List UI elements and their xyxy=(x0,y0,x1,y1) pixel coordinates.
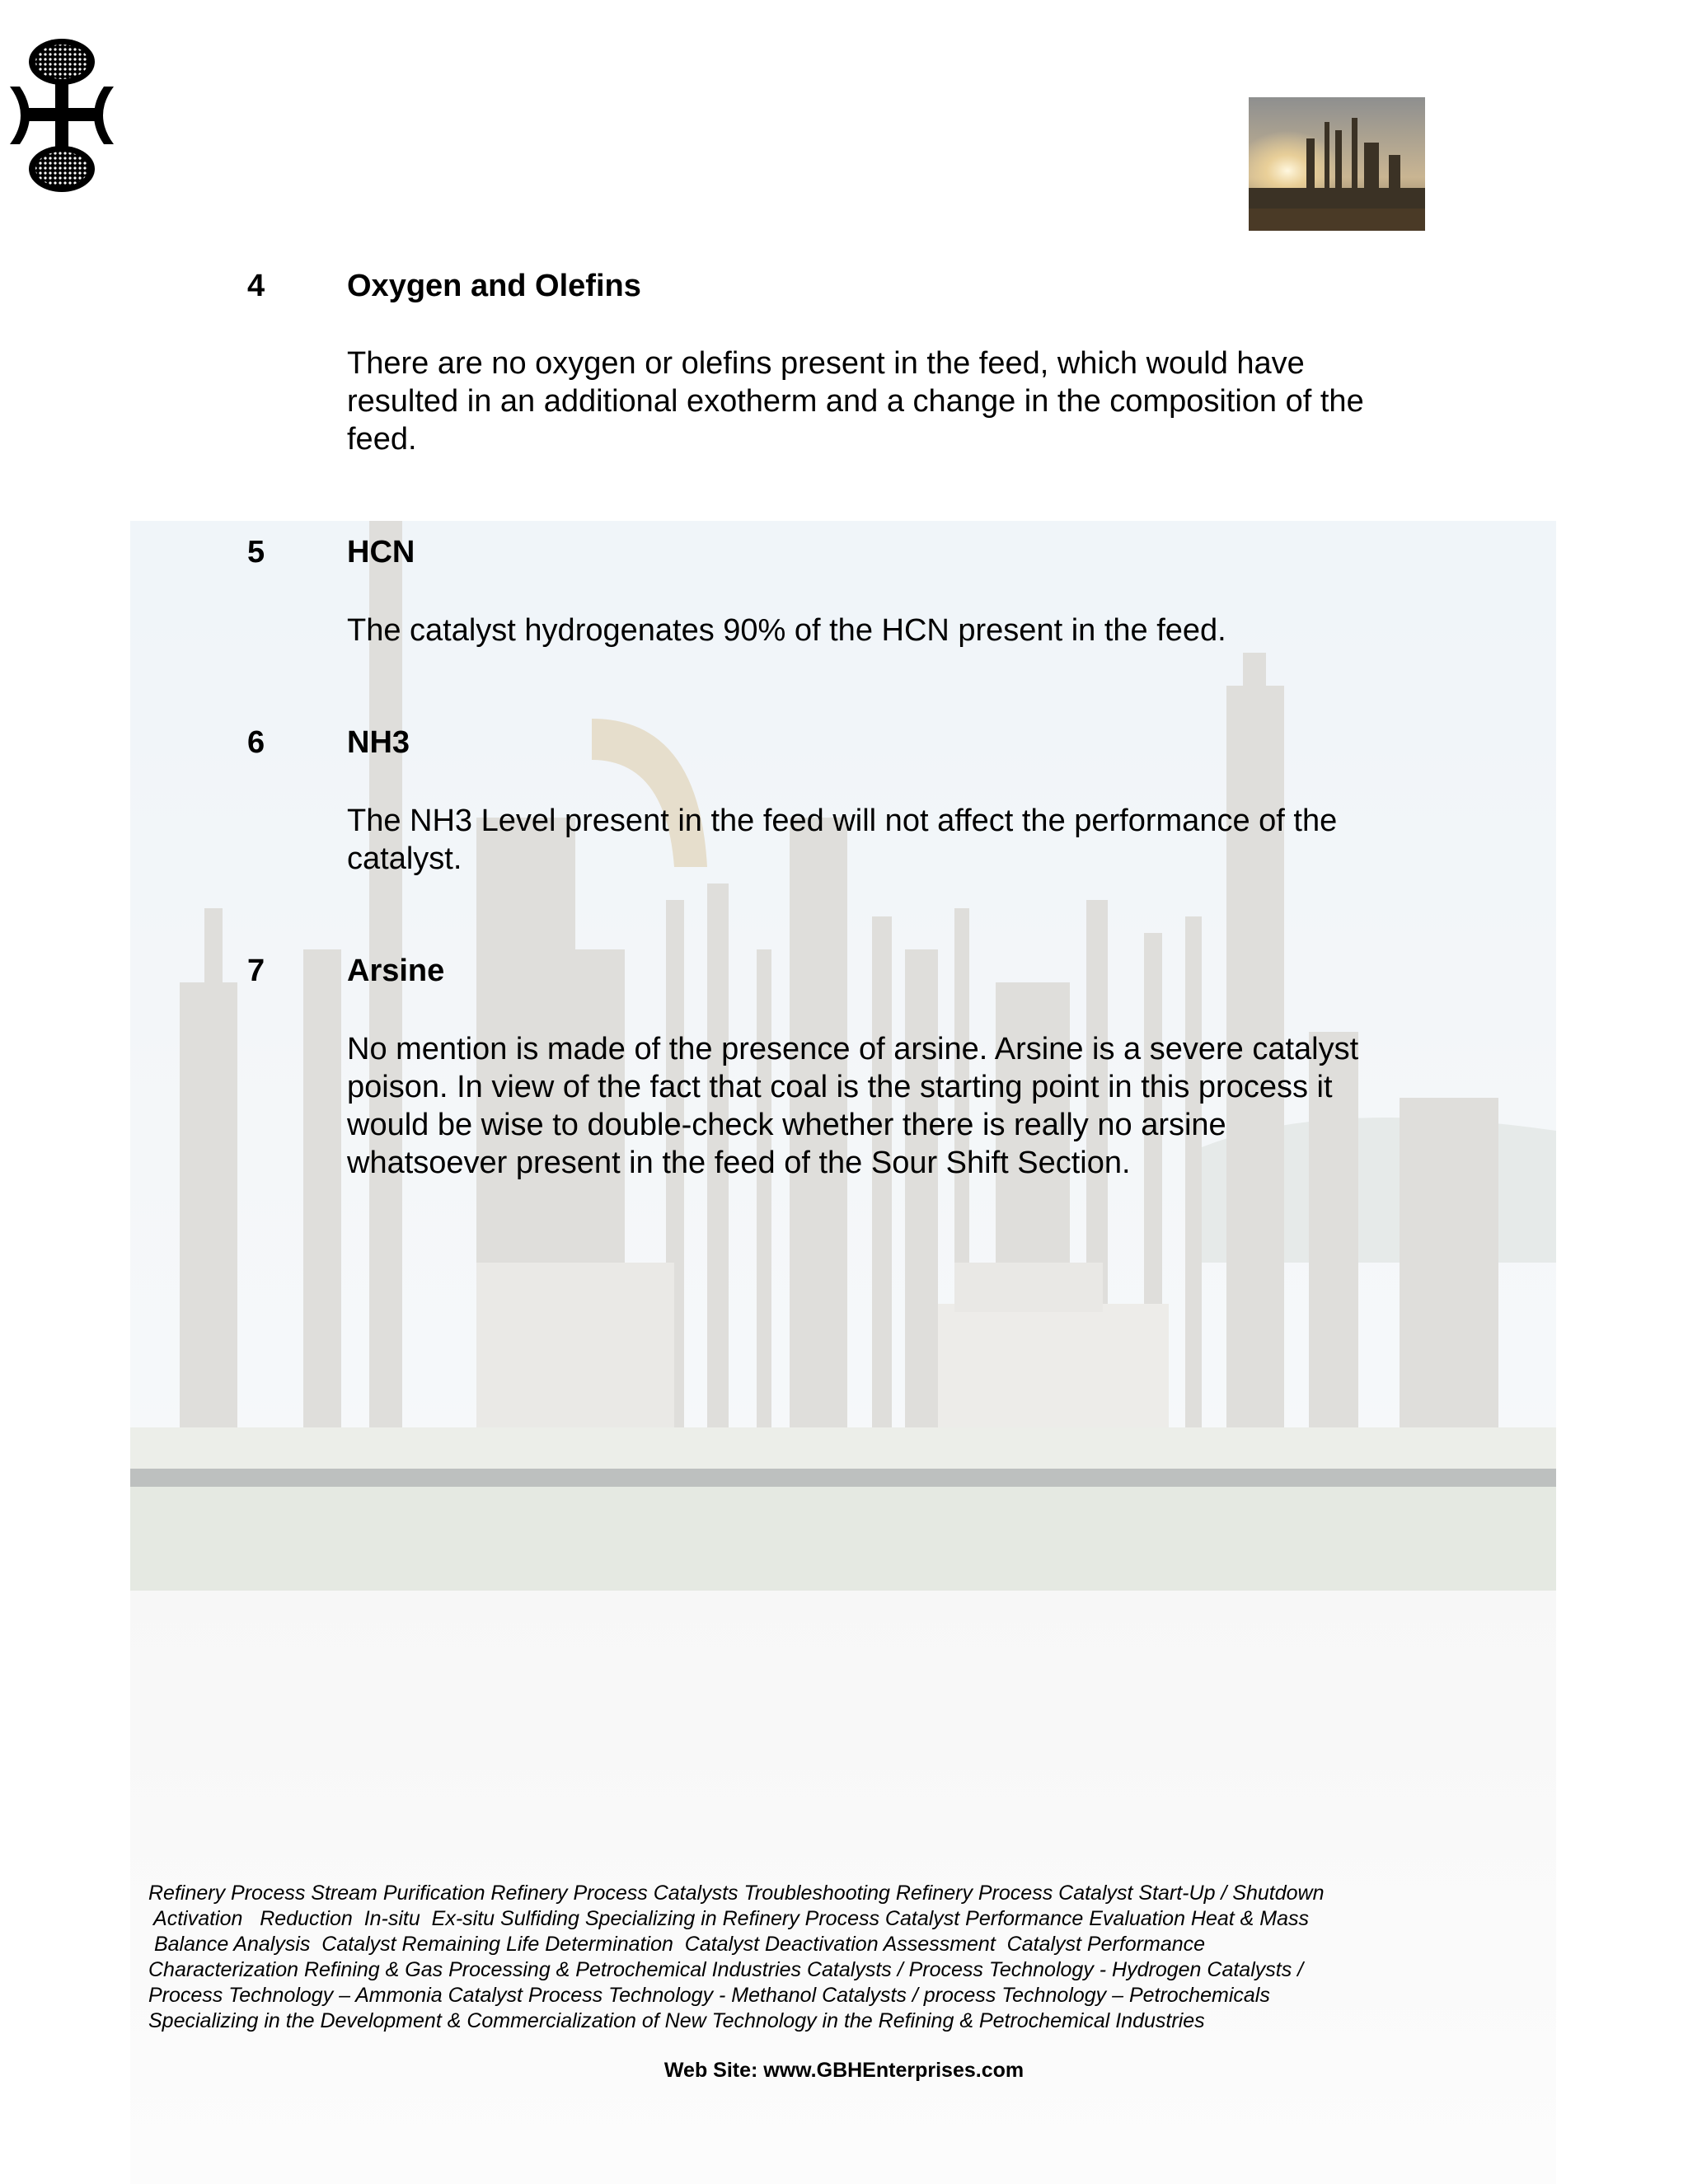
section-body xyxy=(347,612,1451,649)
footer-line: Characterization Refining & Gas Processing & Petrochemical Industries Catalysts / Process Technology - Hydrogen Catalysts / xyxy=(148,1958,1304,1981)
section-number: 4 xyxy=(247,269,265,303)
footer-line: Activation Reduction In-situ Ex-situ Sulfiding Specializing in Refinery Process Catalyst Performance Evaluation Heat & Mass xyxy=(148,1907,1310,1930)
body-line: catalyst. xyxy=(347,841,462,876)
footer-line: Refinery Process Stream Purification Refinery Process Catalysts Troubleshooting Refinery Process Catalyst Start-Up / Shutdown xyxy=(148,1882,1325,1905)
body-line: whatsoever present in the feed of the Sour Shift Section. xyxy=(347,1146,1131,1180)
section-title: Oxygen and Olefins xyxy=(347,269,641,303)
section-title: NH3 xyxy=(347,725,410,760)
body-line: poison. In view of the fact that coal is the starting point in this process it xyxy=(347,1070,1333,1104)
refinery-sunset-photo xyxy=(1249,97,1425,231)
section-number: 6 xyxy=(247,725,265,760)
footer-line: Process Technology – Ammonia Catalyst Process Technology - Methanol Catalysts / process Technology – Petrochemicals xyxy=(148,1984,1270,2007)
body-line: would be wise to double-check whether there is really no arsine xyxy=(347,1108,1226,1142)
body-line: feed. xyxy=(347,422,417,457)
section-body xyxy=(347,802,1451,878)
footer-line: Specializing in the Development & Commercialization of New Technology in the Refining & Petrochemical Industries xyxy=(148,2009,1205,2032)
section-title: HCN xyxy=(347,535,415,569)
body-line: The NH3 Level present in the feed will not affect the performance of the xyxy=(347,804,1338,838)
website-link[interactable]: Web Site: www.GBHEnterprises.com xyxy=(663,2059,1025,2082)
footer-line: Balance Analysis Catalyst Remaining Life Determination Catalyst Deactivation Assessment Catalyst Performance xyxy=(148,1933,1206,1956)
body-line: resulted in an additional exotherm and a change in the composition of the xyxy=(347,384,1364,419)
footer-services-text xyxy=(148,1881,1434,2034)
section-body xyxy=(347,1030,1451,1182)
body-line: The catalyst hydrogenates 90% of the HCN present in the feed. xyxy=(347,613,1226,648)
section-number: 7 xyxy=(247,954,265,988)
section-number: 5 xyxy=(247,535,265,569)
company-logo-icon xyxy=(8,37,115,194)
section-title: Arsine xyxy=(347,954,445,988)
body-line: No mention is made of the presence of arsine. Arsine is a severe catalyst xyxy=(347,1032,1359,1066)
section-body xyxy=(347,344,1451,458)
body-line: There are no oxygen or olefins present in the feed, which would have xyxy=(347,346,1305,381)
